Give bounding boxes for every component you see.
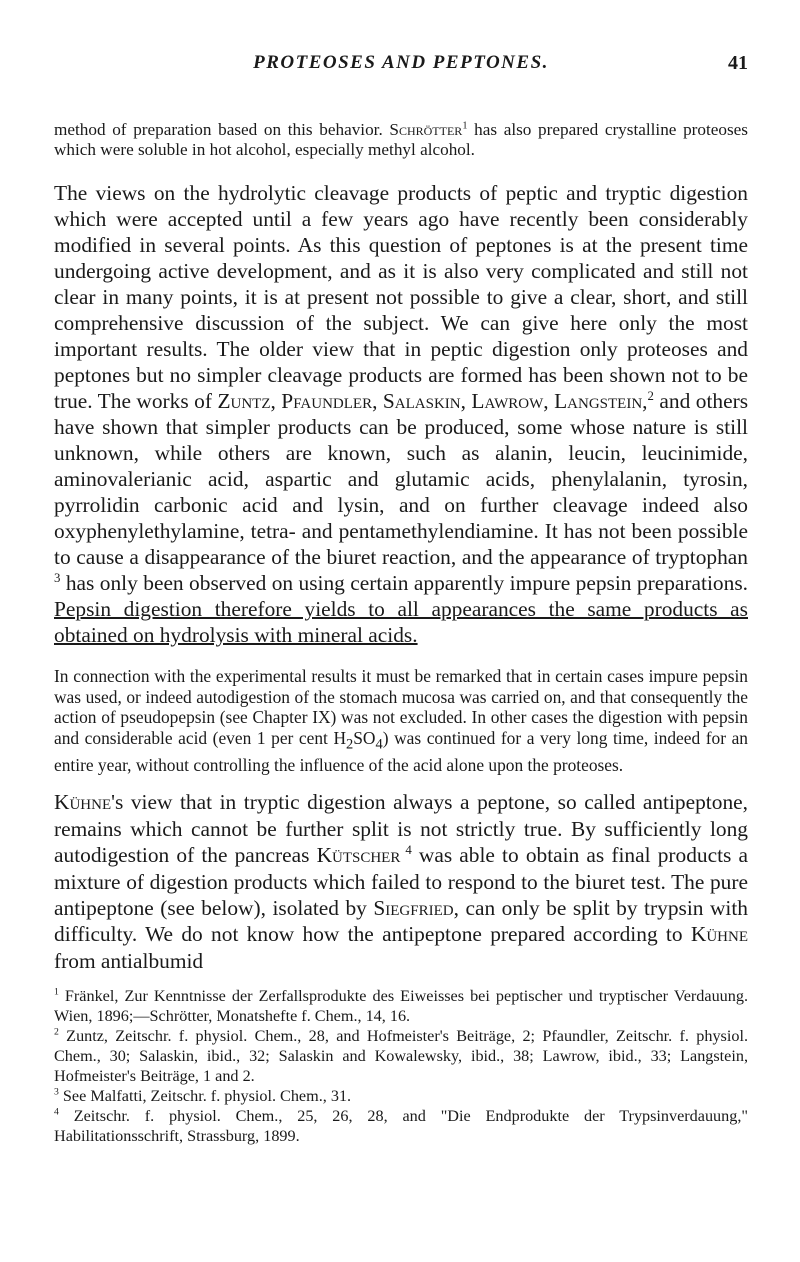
text-run: In connection with the experimental results it must be remarked that in certain cases impure pepsin was used, or indeed autodigestion of the stomach mucosa was carried on, and that consequently the action of pseudopepsin (see Chapter IX) was not excluded. In other cases the digestion with pepsin and considerable acid (even 1 per cent H xyxy=(54,666,748,748)
running-title: PROTEOSES AND PEPTONES. xyxy=(253,52,549,73)
text-run: ) was continued for a very long time, indeed for an entire year, without controlling the influence of the acid alone upon the proteoses. xyxy=(54,727,748,775)
paragraph-3 xyxy=(54,666,748,775)
footnote-mark: 2 xyxy=(54,1026,59,1038)
footnote-text: Fränkel, Zur Kenntnisse der Zerfallsprodukte des Eiweisses bei peptischer und tryptischer Verdauung. Wien, 1896;—Schrötter, Monatshefte f. Chem., 14, 16. xyxy=(54,987,748,1026)
footnote xyxy=(54,1106,748,1146)
text-run: and others have shown that simpler products can be produced, some whose nature is still unknown, while others are known, such as alanin, leucin, leucinimide, aminovalerianic acid, aspartic and glutamic acids, phenylalanin, tyrosin, pyrrolidin carbonic acid and lysin, and on further cleavage indeed also oxyphenylethylamine, tetra- and pentamethylendiamine. It has not been possible to cause a disappearance of the biuret reaction, and the appearance of tryptophan xyxy=(54,389,749,569)
text-run: method of preparation based on this behavior. xyxy=(54,120,390,139)
footnote-text: See Malfatti, Zeitschr. f. physiol. Chem., 31. xyxy=(58,1087,352,1106)
author-names: Zuntz, Pfaundler, Salaskin, Lawrow, Langstein, xyxy=(217,389,648,413)
footnotes xyxy=(54,986,748,1146)
author-name: Siegfried xyxy=(373,896,454,921)
text-run: SO xyxy=(353,727,376,748)
footnote-ref: 1 xyxy=(462,120,468,132)
highlighted-sentence: Pepsin digestion therefore yields to all appearances the same products as obtained on hydrolysis with mineral acids. xyxy=(54,597,748,647)
text-run: 's view that in tryptic digestion always a peptone, so called antipeptone, remains which cannot be further split is not strictly true. By sufficiently long autodigestion of the pancreas xyxy=(54,790,748,868)
author-name: Schrötter xyxy=(389,120,463,139)
text-run: , can only be split by trypsin with difficulty. We do not know how the antipeptone prepared according to xyxy=(54,896,749,947)
footnote xyxy=(54,1026,748,1086)
paragraph-2 xyxy=(54,180,748,648)
page-number: 41 xyxy=(728,52,748,74)
footnote-ref: 2 xyxy=(647,388,654,403)
author-name: Kühne xyxy=(690,922,748,947)
subscript: 2 xyxy=(346,736,354,753)
footnote-ref: 4 xyxy=(400,843,412,858)
footnote-ref: 3 xyxy=(54,570,61,585)
author-name: Kütscher xyxy=(316,843,401,868)
footnote-mark: 1 xyxy=(54,986,59,998)
paragraph-4 xyxy=(54,789,748,974)
footnote-text: Zuntz, Zeitschr. f. physiol. Chem., 28, and Hofmeister's Beiträge, 2; Pfaundler, Zeitschr. f. physiol. Chem., 30; Salaskin, ibid., 32; Salaskin and Kowalewsky, ibid., 38; Lawrow, ibid., 33; Langstein, Hofmeister's Beiträge, 1 and 2. xyxy=(54,1027,748,1086)
text-run: was able to obtain as final products a mixture of digestion products which failed to respond to the biuret test. The pure antipeptone (see below), isolated by xyxy=(54,843,748,921)
text-run: from antialbumid xyxy=(54,948,204,973)
text-run: has only been observed on using certain apparently impure pepsin preparations. xyxy=(60,571,748,595)
footnote-mark: 4 xyxy=(54,1106,59,1118)
page-header xyxy=(54,0,748,74)
footnote-mark: 3 xyxy=(54,1086,59,1098)
subscript: 4 xyxy=(375,736,383,753)
footnote xyxy=(54,986,748,1026)
footnote-text: Zeitschr. f. physiol. Chem., 25, 26, 28, and "Die Endprodukte der Trypsinverdauung," Habilitationsschrift, Strassburg, 1899. xyxy=(54,1107,748,1146)
author-name: Kühne xyxy=(54,790,112,815)
paragraph-1 xyxy=(54,120,748,160)
text-run: has also prepared crystalline proteoses which were soluble in hot alcohol, especially methyl alcohol. xyxy=(54,120,748,159)
text-run: The views on the hydrolytic cleavage products of peptic and tryptic digestion which were accepted until a few years ago have recently been considerably modified in several points. As this question of peptones is at the present time undergoing active development, and as it is also very complicated and still not clear in many points, it is at present not possible to give a clear, short, and still comprehensive discussion of the subject. We can give here only the most important results. The older view that in peptic digestion only proteoses and peptones but no simpler cleavage products are formed has been shown not to be true. The works of xyxy=(54,181,748,413)
footnote xyxy=(54,1086,748,1106)
